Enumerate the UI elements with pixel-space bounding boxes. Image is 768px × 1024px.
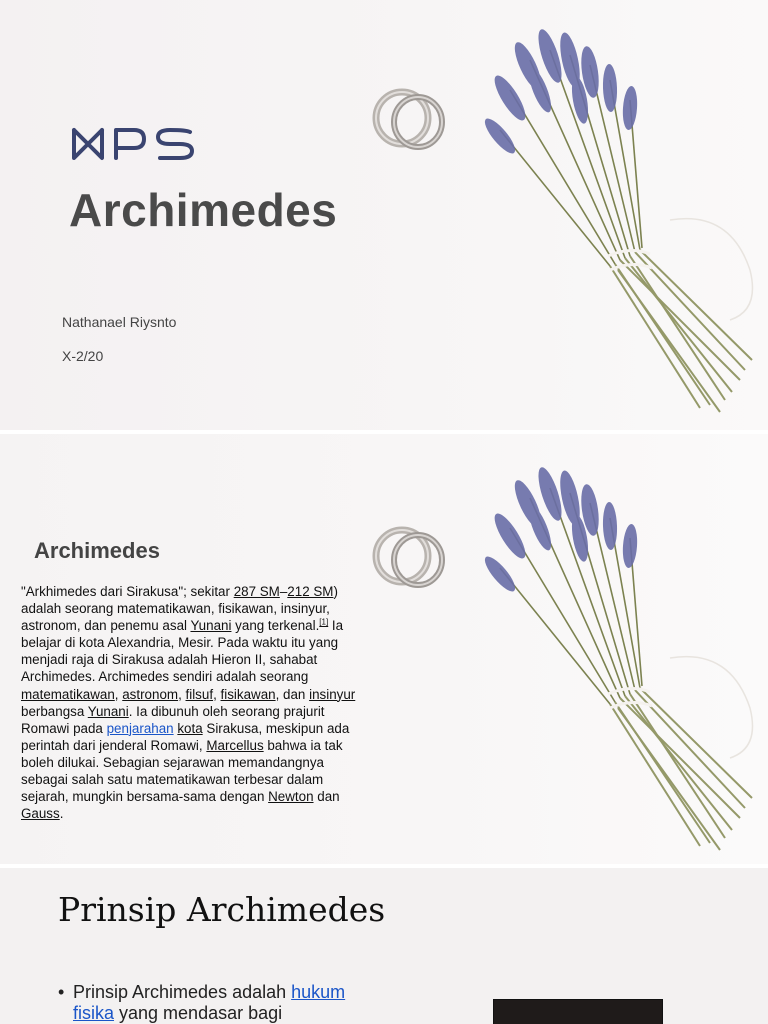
bio-text: – bbox=[279, 584, 288, 599]
bullet-item bbox=[58, 982, 388, 1024]
bullet-text-part: Prinsip Archimedes adalah bbox=[73, 982, 292, 1002]
biography-slide bbox=[0, 434, 768, 864]
bio-text: bahwa ia tak boleh dilukai. Sebagian sejarawan memandangnya sebagai salah satu matematikawan terbesar dalam sejarah, mungkin bersama-sama dengan bbox=[21, 737, 343, 805]
link-astronom[interactable]: astronom bbox=[122, 686, 179, 702]
bio-text: berbangsa bbox=[21, 703, 88, 719]
lavender-bouquet-image bbox=[470, 20, 768, 420]
link-insinyur[interactable]: insinyur bbox=[309, 686, 356, 702]
slide-title: Archimedes bbox=[34, 538, 160, 563]
slide-title: Prinsip Archimedes bbox=[58, 890, 386, 929]
link-marcellus[interactable]: Marcellus bbox=[206, 737, 264, 753]
bio-text: , dan bbox=[275, 686, 310, 702]
rings-image bbox=[370, 88, 450, 152]
link-fisikawan[interactable]: fisikawan bbox=[220, 686, 276, 702]
bio-text: Sirakusa, meskipun ada perintah dari jenderal Romawi, bbox=[21, 720, 350, 753]
presentation-title: Archimedes bbox=[69, 184, 338, 236]
link-287-sm[interactable]: 287 SM bbox=[233, 584, 280, 599]
bio-text: . Ia dibunuh oleh seorang prajurit Romawi pada bbox=[21, 703, 325, 736]
principle-slide bbox=[0, 868, 768, 1024]
bio-text: "Arkhimedes dari Sirakusa"; sekitar bbox=[21, 584, 234, 599]
class-label: X-2/20 bbox=[62, 348, 104, 364]
link-kota[interactable]: kota bbox=[177, 720, 203, 736]
link-matematikawan[interactable]: matematikawan bbox=[21, 686, 115, 702]
bio-text: , bbox=[114, 686, 123, 702]
bullet-text-part: yang mendasar bagi bbox=[114, 1003, 283, 1023]
bio-text: Ia belajar di kota Alexandria, Mesir. Pada waktu itu yang menjadi raja di Sirakusa adalah Hieron II, sahabat Archimedes. Archimedes sendiri adalah seorang bbox=[21, 618, 344, 685]
bullet-text bbox=[58, 982, 388, 1024]
link-yunani-2[interactable]: Yunani bbox=[87, 703, 129, 719]
bio-text: , bbox=[213, 686, 221, 702]
wps-logo bbox=[70, 124, 210, 164]
author-name: Nathanael Riysnto bbox=[62, 314, 177, 330]
biography-paragraph bbox=[21, 583, 361, 822]
link-212-sm[interactable]: 212 SM bbox=[287, 584, 334, 599]
bio-text: ) adalah seorang matematikawan, fisikawan, insinyur, astronom, dan penemu asal bbox=[21, 584, 338, 634]
title-slide bbox=[0, 0, 768, 430]
link-gauss[interactable]: Gauss bbox=[21, 806, 60, 822]
link-penjarahan[interactable]: penjarahan bbox=[106, 720, 174, 736]
bio-text: . bbox=[59, 806, 64, 822]
reference-link[interactable]: [1] bbox=[319, 617, 329, 627]
rings-image bbox=[370, 526, 450, 590]
bullet-mark: • bbox=[58, 982, 65, 1002]
bio-text: dan bbox=[313, 789, 340, 805]
link-hukum-fisika[interactable]: hukum fisika bbox=[73, 982, 346, 1023]
link-newton[interactable]: Newton bbox=[268, 789, 314, 805]
bio-text: yang terkenal. bbox=[231, 618, 320, 634]
dark-image bbox=[493, 999, 663, 1024]
link-yunani[interactable]: Yunani bbox=[190, 618, 232, 634]
lavender-bouquet-image bbox=[470, 458, 768, 858]
link-filsuf[interactable]: filsuf bbox=[185, 686, 214, 702]
bio-text: , bbox=[178, 686, 186, 702]
